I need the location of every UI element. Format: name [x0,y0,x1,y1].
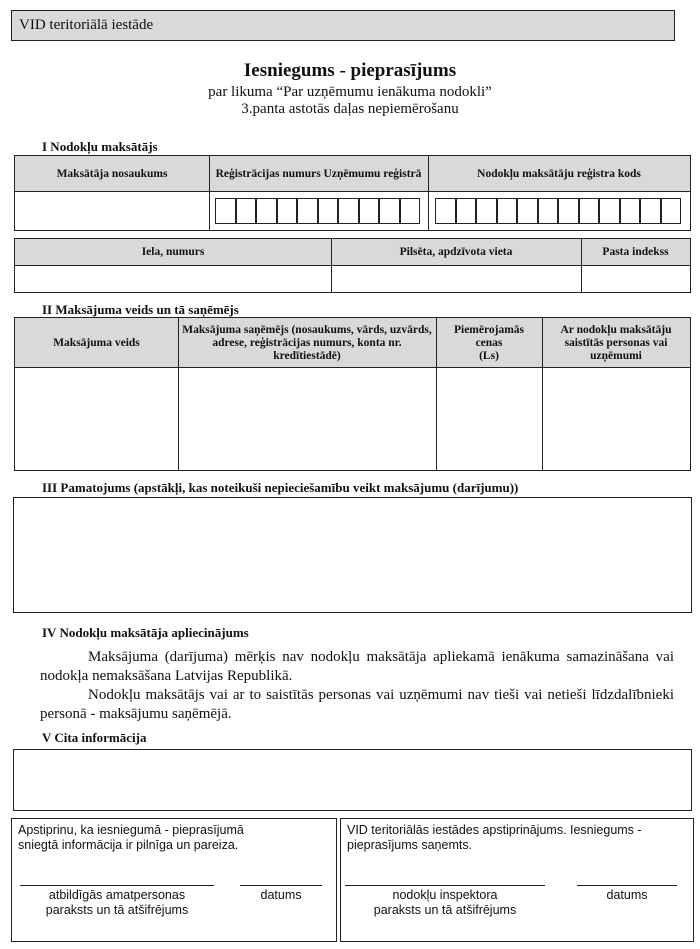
prices-header-line1: Piemērojamās [453,323,525,336]
col-taxpayer-code: Nodokļu maksātāju reģistra kods [477,167,641,180]
col-registration-number: Reģistrācijas numurs Uzņēmumu reģistrā [215,167,422,180]
applicable-prices-input[interactable] [436,369,542,470]
other-information-input[interactable] [13,749,692,811]
postal-code-input[interactable] [581,267,690,292]
declaration-paragraph-2: Nodokļu maksātājs vai ar to saistītās personas vai uzņēmumi nav tieši vai netieši līdzdalībnieki personā - maksājumu saņēmējā. [40,687,674,722]
col-postal-code: Pasta indekss [602,246,669,258]
registration-number-cells[interactable] [215,198,420,224]
vid-confirmation-text: VID teritoriālās iestādes apstiprinājums. Iesniegums - pieprasījums saņemts. [347,823,642,852]
related-persons-input[interactable] [542,369,690,470]
street-input[interactable] [15,267,331,292]
inspector-signer-caption-line1: nodokļu inspektora [392,888,498,902]
signature-box-vid [340,818,694,942]
inspector-signer-caption [345,888,545,918]
inspector-signer-caption-line2: paraksts un tā atšifrējums [373,903,517,917]
inspector-date-line[interactable] [577,885,677,886]
document-title: Iesniegums - pieprasījums [243,60,457,81]
signature-box-taxpayer [11,818,337,942]
taxpayer-signer-caption [20,888,214,918]
taxpayer-date-caption: datums [260,888,302,902]
taxpayer-signer-caption-line2: paraksts un tā atšifrējums [45,903,189,917]
vid-office-label: VID teritoriālā iestāde [19,17,154,33]
taxpayer-signer-caption-line1: atbildīgās amatpersonas [48,888,186,902]
taxpayer-date-line[interactable] [240,885,322,886]
section-3-title: III Pamatojums (apstākļi, kas noteikuši nepieciešamību veikt maksājumu (darījumu)) [42,480,519,495]
inspector-date-caption: datums [606,888,648,902]
document-subtitle-1: par likuma “Par uzņēmumu ienākuma nodokli” [208,84,492,100]
taxpayer-code-cells[interactable] [435,198,681,224]
city-input[interactable] [331,267,581,292]
col-city: Pilsēta, apdzīvota vieta [399,246,513,258]
col-payment-recipient: Maksājuma saņēmējs (nosaukums, vārds, uzvārds, adrese, reģistrācijas numurs, konta nr. kredītiestādē) [182,323,432,362]
section-4-title: IV Nodokļu maksātāja apliecinājums [42,625,249,640]
taxpayer-confirmation-text: Apstiprinu, ka iesniegumā - pieprasījumā sniegtā informācija ir pilnīga un pareiza. [18,823,244,852]
document-subtitle-2: 3.panta astotās daļas nepiemērošanu [241,101,459,117]
section-2-title: II Maksājuma veids un tā saņēmējs [42,302,239,317]
taxpayer-name-input[interactable] [15,193,209,230]
section-5-title: V Cita informācija [42,730,147,745]
justification-input[interactable] [13,497,692,613]
payment-type-input[interactable] [15,369,178,470]
payment-table [14,317,691,471]
col-related-persons: Ar nodokļu maksātāju saistītās personas vai uzņēmumi [560,323,672,362]
col-taxpayer-name: Maksātāja nosaukums [56,167,168,180]
inspector-signature-line[interactable] [345,885,545,886]
address-table [14,238,691,293]
col-street: Iela, numurs [141,246,205,258]
col-applicable-prices [436,318,542,368]
col-payment-type: Maksājuma veids [53,336,140,349]
prices-header-line3: (Ls) [479,349,499,362]
taxpayer-table [14,155,691,231]
vid-office-field[interactable] [11,10,675,41]
section-1-title: I Nodokļu maksātājs [42,139,158,154]
taxpayer-signature-line[interactable] [20,885,214,886]
declaration-paragraph-1: Maksājuma (darījuma) mērķis nav nodokļu maksātāja apliekamā ienākuma samazināšana vai nodokļa nemaksāšana Latvijas Republikā. [40,649,674,684]
payment-recipient-input[interactable] [178,369,436,470]
prices-header-line2: cenas [475,336,503,349]
